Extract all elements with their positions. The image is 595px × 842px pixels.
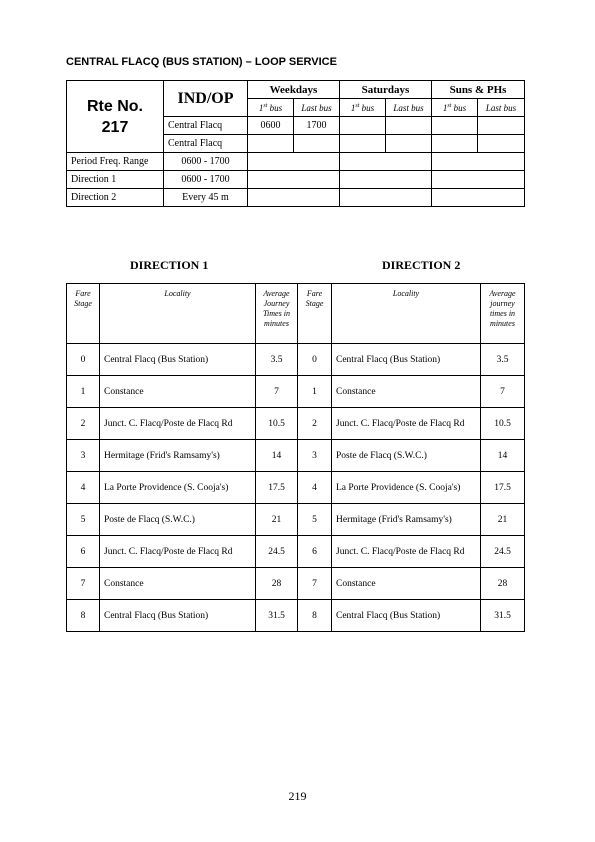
fare-stage-cell: 6 [67,536,100,568]
fare-stage-cell: 4 [67,472,100,504]
journey-time-cell: 7 [256,376,298,408]
journey-time-header: Average Journey Times in minutes [256,284,298,344]
weekday-last-bus: 1700 [294,117,340,135]
table-row [67,536,525,568]
sundays-header: Suns & PHs [432,81,525,99]
locality-cell: Hermitage (Frid's Ramsamy's) [100,440,256,472]
locality-cell: La Porte Providence (S. Cooja's) [100,472,256,504]
info-row [67,189,525,207]
direction-2-title: DIRECTION 2 [382,258,461,272]
journey-time-cell: 21 [256,504,298,536]
locality-cell: Central Flacq (Bus Station) [332,344,481,376]
table-row [67,504,525,536]
fare-stage-cell: 3 [298,440,332,472]
fare-stage-cell: 7 [298,568,332,600]
fare-stage-cell: 5 [298,504,332,536]
journey-time-cell: 3.5 [481,344,525,376]
origin-label: Central Flacq [164,135,248,153]
locality-cell: Constance [332,568,481,600]
fare-stage-cell: 5 [67,504,100,536]
fare-stage-header: Fare Stage [298,284,332,344]
schedule-header-row [67,81,525,99]
route-number: 217 [101,118,129,136]
journey-time-cell: 31.5 [481,600,525,632]
weekday-first-bus [248,135,294,153]
journey-time-cell: 28 [481,568,525,600]
info-label: Direction 2 [67,189,164,207]
locality-cell: Junct. C. Flacq/Poste de Flacq Rd [100,536,256,568]
journey-time-cell: 14 [481,440,525,472]
fare-stage-cell: 7 [67,568,100,600]
saturdays-header: Saturdays [340,81,432,99]
fare-stage-cell: 8 [298,600,332,632]
info-row [67,153,525,171]
direction-1-title: DIRECTION 1 [130,258,209,272]
stages-header-row [67,284,525,344]
info-value: 0600 - 1700 [164,153,248,171]
fare-stage-cell: 1 [298,376,332,408]
weekday-last-bus [294,135,340,153]
info-value: Every 45 m [164,189,248,207]
journey-time-cell: 17.5 [256,472,298,504]
journey-time-cell: 24.5 [481,536,525,568]
journey-time-cell: 10.5 [256,408,298,440]
journey-time-cell: 28 [256,568,298,600]
fare-stage-cell: 6 [298,536,332,568]
locality-cell: Constance [100,376,256,408]
fare-stages-table [66,283,525,632]
journey-time-cell: 31.5 [256,600,298,632]
last-bus-header: Last bus [386,99,432,117]
table-row [67,440,525,472]
fare-stage-cell: 1 [67,376,100,408]
stages-body [67,344,525,632]
first-bus-header: 1st bus [340,99,386,117]
locality-cell: Central Flacq (Bus Station) [100,600,256,632]
table-row [67,344,525,376]
journey-time-cell: 17.5 [481,472,525,504]
fare-stage-cell: 3 [67,440,100,472]
table-row [67,376,525,408]
table-row [67,568,525,600]
info-label: Direction 1 [67,171,164,189]
locality-cell: Poste de Flacq (S.W.C.) [332,440,481,472]
locality-cell: Poste de Flacq (S.W.C.) [100,504,256,536]
info-row [67,171,525,189]
fare-stage-cell: 2 [67,408,100,440]
page-number: 219 [288,789,307,803]
journey-time-cell: 7 [481,376,525,408]
table-row [67,408,525,440]
weekdays-header: Weekdays [248,81,340,99]
weekday-first-bus: 0600 [248,117,294,135]
table-row [67,600,525,632]
locality-cell: Constance [332,376,481,408]
page-title: CENTRAL FLACQ (BUS STATION) – LOOP SERVICE [66,56,337,68]
fare-stage-cell: 4 [298,472,332,504]
schedule-table [66,80,525,207]
fare-stage-cell: 0 [298,344,332,376]
indop-header: IND/OP [164,81,248,117]
journey-time-cell: 14 [256,440,298,472]
first-bus-header: 1st bus [432,99,478,117]
route-number-cell [67,81,164,153]
last-bus-header: Last bus [478,99,525,117]
locality-cell: Junct. C. Flacq/Poste de Flacq Rd [100,408,256,440]
last-bus-header: Last bus [294,99,340,117]
locality-cell: Junct. C. Flacq/Poste de Flacq Rd [332,408,481,440]
fare-stage-header: Fare Stage [67,284,100,344]
locality-cell: Hermitage (Frid's Ramsamy's) [332,504,481,536]
locality-cell: Central Flacq (Bus Station) [332,600,481,632]
locality-cell: Central Flacq (Bus Station) [100,344,256,376]
table-row [67,472,525,504]
journey-time-cell: 21 [481,504,525,536]
locality-header: Locality [100,284,256,344]
locality-cell: Constance [100,568,256,600]
info-value: 0600 - 1700 [164,171,248,189]
journey-time-cell: 24.5 [256,536,298,568]
fare-stage-cell: 2 [298,408,332,440]
first-bus-header: 1st bus [248,99,294,117]
journey-time-cell: 3.5 [256,344,298,376]
locality-cell: Junct. C. Flacq/Poste de Flacq Rd [332,536,481,568]
info-label: Period Freq. Range [67,153,164,171]
origin-label: Central Flacq [164,117,248,135]
route-label: Rte No. [87,97,143,115]
fare-stage-cell: 0 [67,344,100,376]
locality-header: Locality [332,284,481,344]
locality-cell: La Porte Providence (S. Cooja's) [332,472,481,504]
journey-time-header: Average journey times in minutes [481,284,525,344]
journey-time-cell: 10.5 [481,408,525,440]
fare-stage-cell: 8 [67,600,100,632]
